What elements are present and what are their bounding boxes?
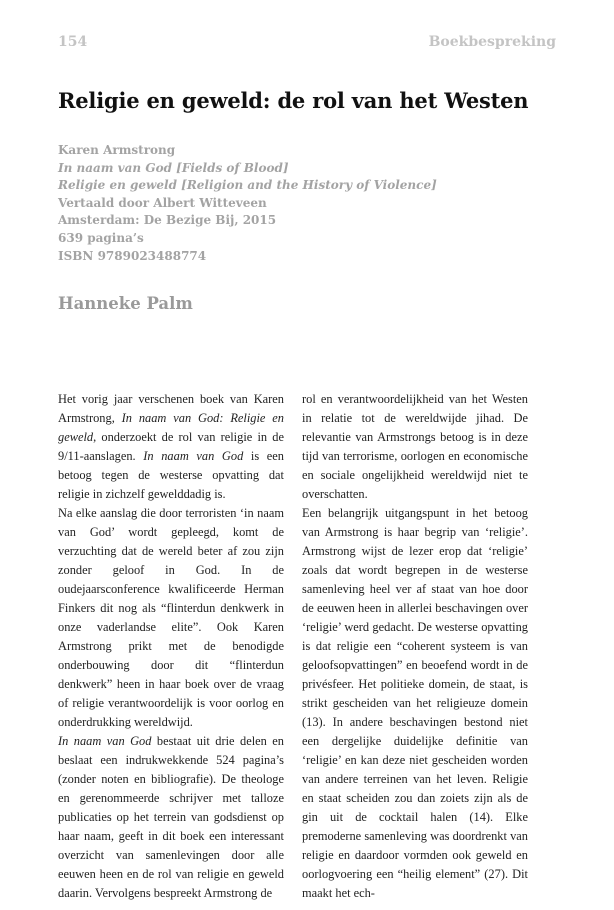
book-details xyxy=(58,142,558,265)
book-publisher: Amsterdam: De Bezige Bij, 2015 xyxy=(58,213,277,228)
body-column-left xyxy=(58,390,284,903)
paragraph: Een belangrijk uitgangspunt in het betoog van Armstrong is haar begrip van ‘religie’. Armstrong wijst de lezer erop dat ‘religie’ zoals dat wordt begrepen in de westerse samenleving heel ver af staat van hoe door de eeuwen heen in allerlei beschavingen over ‘religie’ werd gedacht. De westerse opvatting is dat religie een “coherent systeem is van geloofsopvattingen” en beoefend wordt in de privésfeer. Het politieke domein, de staat, is strikt gescheiden van het religieuze domein (13). In andere beschavingen bestond niet een dergelijke duidelijke definitie van ‘religie’ en kan deze niet gescheiden worden van andere terreinen van het leven. Religie en staat scheiden zou dan zoiets zijn als de gin uit de cocktail halen (14). Elke premoderne samenleving was doordrenkt van religie en daardoor vormden ook geweld en oorlogvoering een “heilig element” (27). Dit maakt het ech- xyxy=(302,506,528,900)
book-translator: Vertaald door Albert Witteveen xyxy=(58,195,267,210)
book-isbn: ISBN 9789023488774 xyxy=(58,248,207,263)
reviewer-name: Hanneke Palm xyxy=(58,294,193,313)
book-author: Karen Armstrong xyxy=(58,143,176,157)
paragraph: rol en verantwoordelijkheid van het Westen in relatie tot de wereldwijde jihad. De relevantie van Armstrongs betoog is in deze tijd van terrorisme, oorlogen en economische en sociale ongelijkheid wereldwijd niet te overschatten. xyxy=(302,392,528,501)
paragraph: In naam van God bestaat uit drie delen en beslaat een indrukwekkende 524 pagina’s (zonder noten en bibliografie). De theologe en gerenommeerde schrijver met talloze publicaties op het terrein van godsdienst op haar naam, geeft in dit boek een interessant overzicht van samenlevingen door alle eeuwen heen en de rol van religie en geweld daarin. Vervolgens bespreekt Armstrong de xyxy=(58,734,284,900)
book-subtitle: Religie en geweld [Religion and the History of Violence] xyxy=(58,178,437,193)
paragraph: Het vorig jaar verschenen boek van Karen Armstrong, In naam van God: Religie en geweld, onderzoekt de rol van religie in de 9/11-aanslagen. In naam van God is een betoog tegen de westerse opvatting dat religie in zichzelf gewelddadig is. xyxy=(58,392,284,501)
book-pages: 639 pagina’s xyxy=(58,230,144,245)
article-title: Religie en geweld: de rol van het Westen xyxy=(58,88,529,113)
book-title: In naam van God [Fields of Blood] xyxy=(58,160,289,175)
running-header xyxy=(58,34,556,54)
page-number: 154 xyxy=(58,34,88,50)
section-name: Boekbespreking xyxy=(428,34,556,50)
body-column-right xyxy=(302,390,528,903)
paragraph: Na elke aanslag die door terroristen ‘in naam van God’ wordt gepleegd, komt de verzuchting dat de wereld beter af zou zijn zonder geloof in God. In de oudejaarsconference kwalificeerde Herman Finkers dit nog als “flinterdun denkwerk in onze vaderlandse elite”. Ook Karen Armstrong prikt met de benodigde onderbouwing door dit “flinterdun denkwerk” heen in haar boek over de vraag of religie verantwoordelijk is voor oorlog en onderdrukking wereldwijd. xyxy=(58,506,284,729)
